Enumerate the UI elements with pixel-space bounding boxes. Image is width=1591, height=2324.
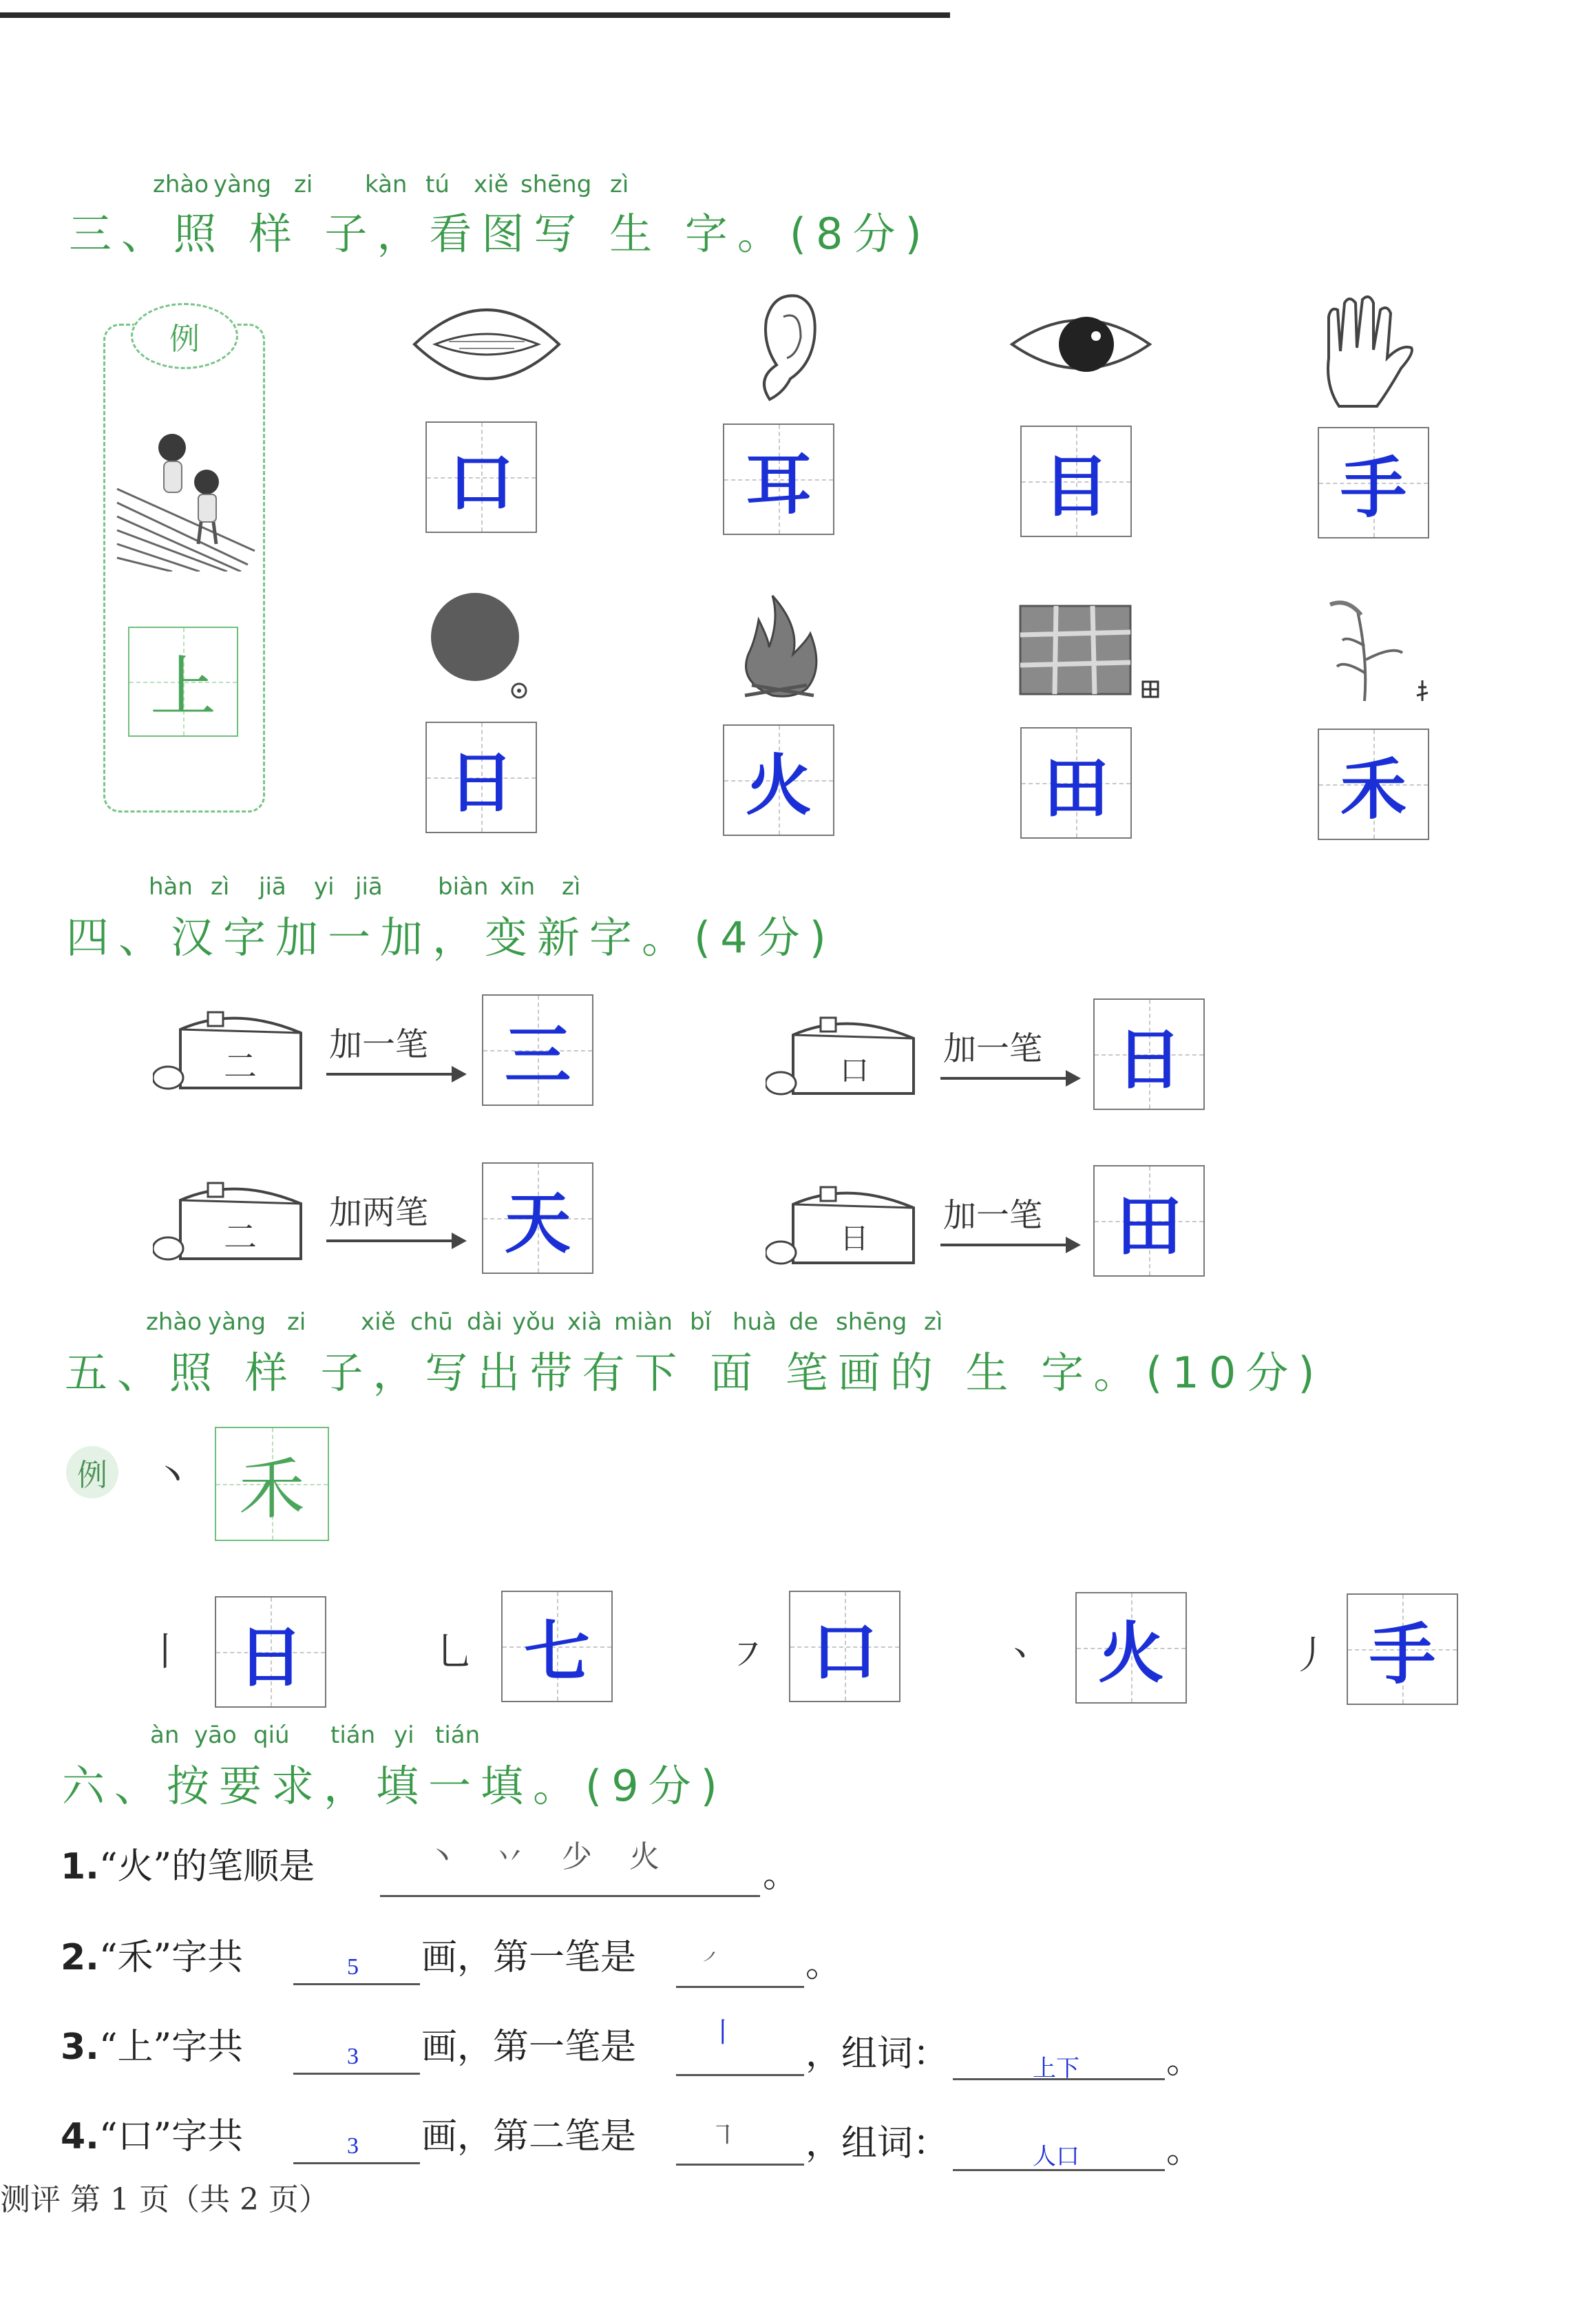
ear-icon	[749, 289, 825, 406]
question-2	[61, 1928, 243, 1980]
pinyin: miàn	[614, 1308, 673, 1336]
answer-char: 口	[812, 1612, 878, 1690]
answer-char: 田	[1116, 1186, 1182, 1265]
example-char: 上	[150, 648, 216, 726]
answer-box[interactable]	[1020, 727, 1132, 839]
example-char: 禾	[239, 1450, 305, 1528]
pinyin: kàn	[365, 171, 408, 198]
pinyin: yàng	[208, 1308, 266, 1336]
answer-box[interactable]	[425, 421, 537, 533]
question-text: ，组词：	[805, 2033, 949, 2075]
answer-box[interactable]	[1075, 1592, 1187, 1704]
question-text: “禾”字共	[98, 1937, 244, 1978]
pinyin: shēng	[520, 171, 592, 198]
eye-icon	[1005, 303, 1157, 386]
question-number: 1.	[61, 1846, 99, 1887]
top-rule	[0, 12, 950, 18]
pinyin: zhào	[153, 171, 209, 198]
question-text: 画，第一笔是	[421, 1937, 637, 1978]
pinyin: àn	[150, 1721, 180, 1749]
answer-char: 目	[1043, 447, 1109, 525]
section3-title: 三、照 样 子，看图写 生 字。(8分)	[69, 209, 931, 259]
pinyin: yi	[314, 873, 335, 901]
pinyin: jiā	[355, 873, 383, 901]
answer-box[interactable]	[482, 1162, 593, 1274]
pinyin: zi	[287, 1308, 306, 1336]
answer-char: 耳	[746, 445, 812, 523]
pinyin: hàn	[149, 873, 193, 901]
stroke-shu: 丨	[146, 1630, 185, 1675]
field-icon	[1013, 599, 1165, 702]
pinyin: xīn	[500, 873, 536, 901]
question-end: 。	[805, 1944, 842, 1985]
example-badge: 例	[66, 1446, 118, 1498]
pinyin: dài	[467, 1308, 503, 1336]
answer-box[interactable]	[723, 724, 834, 836]
answer-box[interactable]	[789, 1591, 900, 1702]
answer-char: 日	[238, 1618, 304, 1696]
answer-box[interactable]	[1318, 729, 1429, 840]
pinyin: yàng	[213, 171, 272, 198]
pinyin: zhào	[146, 1308, 202, 1336]
pinyin: biàn	[438, 873, 489, 901]
question-3	[61, 2018, 243, 2069]
stroke-pie: 丿	[1292, 1633, 1330, 1678]
pinyin: zì	[562, 873, 581, 901]
pinyin: bǐ	[690, 1308, 712, 1336]
answer-char: 日	[448, 743, 514, 821]
answer-char: 天	[505, 1184, 571, 1262]
question-end: 。	[1166, 2130, 1203, 2171]
pinyin: xià	[567, 1308, 602, 1336]
page-footer: 测评 第 1 页（共 2 页）	[0, 2182, 329, 2217]
question-text: “火”的笔顺是	[98, 1846, 315, 1887]
operation-label: 加一笔	[943, 1029, 1043, 1068]
question-text: “口”字共	[98, 2116, 244, 2157]
answer-box[interactable]	[482, 994, 593, 1106]
arrow-icon	[940, 1077, 1078, 1080]
question-text: ，组词：	[805, 2123, 949, 2164]
section6-title: 六、按要求，填一填。(9分)	[62, 1761, 727, 1811]
pinyin: zì	[924, 1308, 943, 1336]
answer-box[interactable]	[215, 1596, 326, 1708]
pinyin: yi	[394, 1721, 414, 1749]
stroke-dian: 、	[1013, 1620, 1052, 1664]
question-text: “上”字共	[98, 2027, 244, 2068]
stroke-order-answer: 丶 丷 少 火	[427, 1839, 673, 1874]
question-end: 。	[1166, 2040, 1203, 2082]
house-base-char: 口	[840, 1054, 870, 1087]
answer-blank[interactable]	[380, 1895, 760, 1897]
example-char-box	[215, 1427, 329, 1541]
question-number: 3.	[61, 2027, 99, 2068]
pinyin: zì	[610, 171, 629, 198]
section4-title: 四、汉字加一加，变新字。(4分)	[66, 912, 836, 963]
pinyin: tián	[330, 1721, 376, 1749]
operation-label: 加两笔	[329, 1193, 429, 1232]
answer-box[interactable]	[1093, 998, 1205, 1110]
answer-box[interactable]	[425, 722, 537, 833]
second-stroke-answer: ㇕	[709, 2120, 737, 2152]
answer-blank[interactable]	[293, 1983, 420, 1985]
pinyin: de	[789, 1308, 819, 1336]
stroke-count-answer: 3	[347, 2044, 359, 2069]
operation-label: 加一笔	[329, 1025, 429, 1064]
pinyin: xiě	[361, 1308, 396, 1336]
example-char-box	[128, 627, 238, 737]
first-stroke-answer: 丨	[709, 2017, 737, 2048]
pinyin: zì	[211, 873, 230, 901]
answer-blank[interactable]	[293, 2162, 420, 2164]
pinyin: tián	[435, 1721, 481, 1749]
stroke-hengzhe: ㇇	[728, 1633, 767, 1678]
question-4	[61, 2107, 243, 2159]
pinyin: tú	[425, 171, 450, 198]
arrow-icon	[326, 1239, 464, 1242]
pinyin: yāo	[194, 1721, 237, 1749]
rice-plant-icon	[1316, 598, 1437, 708]
answer-box[interactable]	[1318, 427, 1429, 538]
operation-label: 加一笔	[943, 1196, 1043, 1235]
answer-blank[interactable]	[676, 1986, 804, 1988]
answer-box[interactable]	[1347, 1593, 1458, 1705]
answer-char: 手	[1340, 448, 1406, 527]
answer-char: 七	[524, 1612, 590, 1690]
house-base-char: 二	[224, 1218, 257, 1257]
pinyin: shēng	[836, 1308, 907, 1336]
example-badge: 例	[131, 303, 238, 369]
pinyin: qiú	[253, 1721, 290, 1749]
answer-char: 三	[505, 1016, 571, 1094]
question-end: 。	[763, 1854, 799, 1896]
pinyin: jiā	[259, 873, 286, 901]
answer-box[interactable]	[1020, 426, 1132, 537]
mouth-icon	[408, 296, 566, 396]
pinyin: yǒu	[512, 1308, 556, 1336]
stroke-shuwangou: 乚	[435, 1630, 474, 1675]
answer-blank[interactable]	[676, 2074, 804, 2076]
stroke-count-answer: 3	[347, 2133, 359, 2159]
word-answer: 人口	[1033, 2144, 1079, 2170]
question-number: 2.	[61, 1937, 99, 1978]
house-base-char: 日	[840, 1222, 870, 1255]
answer-char: 火	[746, 746, 812, 824]
house-base-char: 二	[224, 1047, 257, 1086]
section5-title: 五、照 样 子，写出带有下 面 笔画的 生 字。(10分)	[65, 1348, 1325, 1398]
hand-icon	[1311, 289, 1425, 413]
arrow-icon	[940, 1244, 1078, 1246]
first-stroke-answer: ㇒	[702, 1949, 723, 1973]
answer-char: 日	[1116, 1020, 1182, 1098]
sun-icon	[427, 589, 537, 699]
answer-char: 手	[1369, 1615, 1435, 1693]
question-text: 画，第一笔是	[421, 2027, 637, 2068]
question-text: 画，第二笔是	[421, 2116, 637, 2157]
question-number: 4.	[61, 2116, 99, 2157]
answer-box[interactable]	[1093, 1165, 1205, 1277]
pinyin: chū	[410, 1308, 453, 1336]
pinyin: zi	[294, 171, 313, 198]
answer-blank[interactable]	[676, 2164, 804, 2166]
stairs-children-illustration	[110, 427, 262, 572]
fire-icon	[731, 592, 834, 702]
answer-char: 禾	[1340, 750, 1406, 828]
pinyin: huà	[733, 1308, 777, 1336]
word-answer: 上下	[1033, 2056, 1079, 2082]
pinyin: xiě	[474, 171, 509, 198]
arrow-icon	[326, 1073, 464, 1076]
answer-char: 口	[448, 443, 514, 521]
example-stroke: 丶	[153, 1454, 191, 1499]
answer-char: 田	[1043, 749, 1109, 827]
answer-box[interactable]	[501, 1591, 613, 1702]
answer-char: 火	[1098, 1613, 1164, 1692]
stroke-count-answer: 5	[347, 1954, 359, 1980]
answer-blank[interactable]	[293, 2073, 420, 2075]
answer-box[interactable]	[723, 423, 834, 535]
question-1	[61, 1837, 315, 1889]
